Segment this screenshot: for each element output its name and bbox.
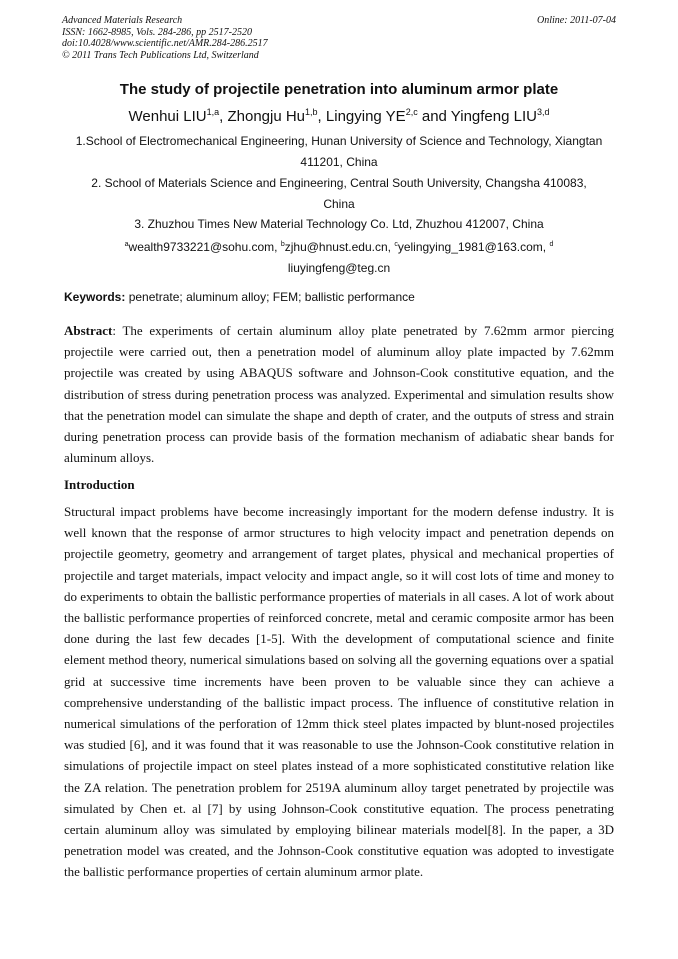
author-affil-sup: 1,a bbox=[206, 107, 220, 117]
journal-name: Advanced Materials Research bbox=[62, 15, 183, 26]
affiliation-1 bbox=[40, 131, 638, 173]
keywords-text: penetrate; aluminum alloy; FEM; ballistic performance bbox=[125, 290, 415, 304]
email-b: zjhu@hnust.edu.cn, bbox=[284, 240, 395, 254]
affiliation-3: 3. Zhuzhou Times New Material Technology Co. Ltd, Zhuzhou 412007, China bbox=[134, 217, 544, 231]
author-separator: , bbox=[317, 108, 326, 125]
affiliation-line: 1.School of Electromechanical Engineering, Hunan University of Science and Technology, Xiangtan bbox=[75, 134, 603, 148]
email-sup: a bbox=[124, 241, 129, 248]
affiliation-line: 411201, China bbox=[300, 155, 378, 169]
abstract-text: : The experiments of certain aluminum alloy plate penetrated by 7.62mm armor piercing projectile were carried out, then a penetration model of aluminum alloy plate impacted by 7.62mm projectile was created by using ABAQUS software and Johnson-Cook constitutive equation, and the distribution of stress during penetration process was analyzed. Experimental and simulation results show that the penetration model can simulate the shape and depth of crater, and the outputs of stress and strain during penetration process can provide basis of the formation mechanism of adiabatic shear bands for aluminum alloys. bbox=[64, 323, 614, 466]
author-affil-sup: 2,c bbox=[405, 107, 418, 117]
email-c: yelingying_1981@163.com, bbox=[397, 240, 550, 254]
online-date: Online: 2011-07-04 bbox=[537, 15, 616, 26]
email-line-1 bbox=[40, 234, 638, 258]
author-name: Lingying YE bbox=[325, 108, 406, 125]
introduction-text: Structural impact problems have become increasingly important for the modern defense industry. It is well known that the response of armor structures to high velocity impact and penetration depends on projectile geometry, geometry and arrangement of target plates, physical and mechanical properties of projectile and target materials, impact velocity and impact angle, so it will cost lots of time and money to do experiments to obtain the ballistic performance properties of materials in all cases. A lot of work about the ballistic performance properties of reinforced concrete, metal and ceramic composite armor has been done during the last few decades [1-5]. With the development of computational science and finite element method theory, numerical simulations based on solving all the governing equations over a spatial grid at successive time increments have been proven to be valuable since they can achieve a comprehensive understanding of the ballistic impact process. The influence of constitutive relation in numerical simulations of the perforation of 12mm thick steel plates impacted by blunt-nosed projectiles was studied [6], and it was found that it was reasonable to use the Johnson-Cook constitutive relation in simulations of projectile impact on steel plates instead of a more sophisticated constitutive relation like the ZA relation. The penetration problem for 2519A aluminum alloy target penetrated by projectile was simulated by Chen et. al [7] by using Johnson-Cook constitutive equation. The process penetrating certain aluminum alloy was simulated by employing bilinear materials model[8]. In the paper, a 3D penetration model was created, and the Johnson-Cook constitutive equation was adopted to investigate the ballistic performance properties of certain aluminum armor plate. bbox=[64, 504, 614, 880]
email-d: liuyingfeng@teg.cn bbox=[287, 261, 391, 275]
keywords-label: Keywords: bbox=[64, 290, 126, 304]
email-sup: b bbox=[280, 241, 285, 248]
author-separator: and bbox=[417, 108, 451, 125]
email-sup: d bbox=[549, 241, 554, 248]
email-block bbox=[40, 234, 638, 279]
affiliation-line: 2. School of Materials Science and Engineering, Central South University, Changsha 410083, bbox=[91, 176, 587, 190]
journal-copyright: © 2011 Trans Tech Publications Ltd, Switzerland bbox=[62, 49, 259, 61]
journal-doi: doi:10.4028/www.scientific.net/AMR.284-286.2517 bbox=[62, 38, 268, 49]
author-affil-sup: 1,b bbox=[305, 107, 318, 117]
keywords bbox=[64, 290, 616, 304]
author-separator: , bbox=[219, 108, 228, 125]
email-sup: c bbox=[394, 241, 398, 248]
author-affil-sup: 3,d bbox=[536, 107, 550, 117]
author-name: Wenhui LIU bbox=[128, 108, 207, 125]
journal-header bbox=[62, 15, 616, 61]
paper-title: The study of projectile penetration into aluminum armor plate bbox=[119, 81, 559, 98]
abstract-label: Abstract bbox=[64, 323, 113, 338]
journal-issn: ISSN: 1662-8985, Vols. 284-286, pp 2517-2520 bbox=[62, 26, 252, 38]
author-name: Zhongju Hu bbox=[227, 108, 306, 125]
author-list bbox=[40, 107, 638, 125]
affiliation-2 bbox=[40, 173, 638, 215]
affiliation-line: China bbox=[323, 197, 355, 211]
abstract bbox=[64, 320, 614, 468]
section-heading-introduction: Introduction bbox=[64, 477, 135, 492]
email-a: wealth9733221@sohu.com, bbox=[128, 240, 281, 254]
author-name: Yingfeng LIU bbox=[450, 108, 537, 125]
